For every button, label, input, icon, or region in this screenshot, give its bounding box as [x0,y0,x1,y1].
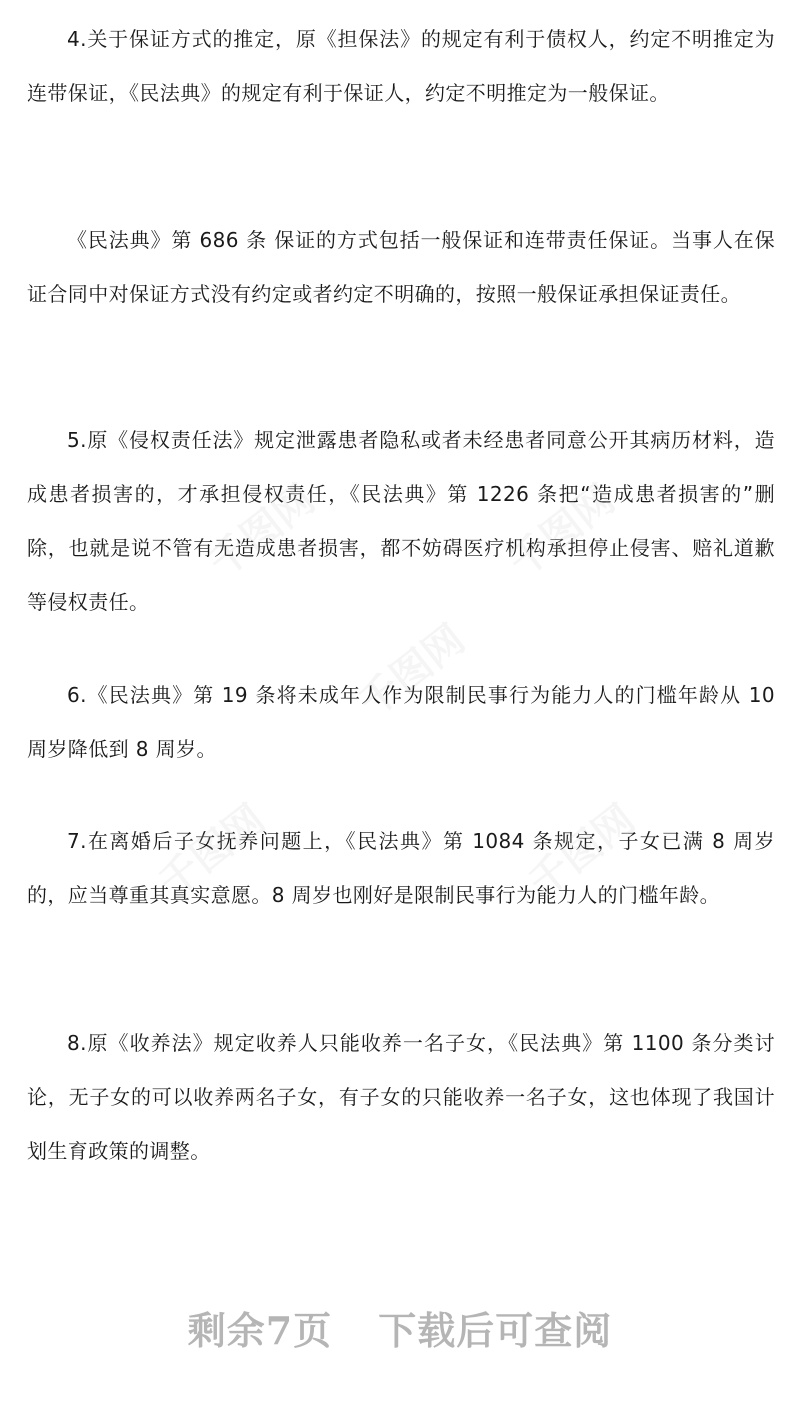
download-to-view-label: 下载后可查阅 [378,1308,613,1353]
watermark-logo: 千图网 [350,616,474,727]
remaining-pages-label: 剩余7页 [187,1308,333,1353]
paragraph-article-1084: 7.在离婚后子女抚养问题上，《民法典》第 1084 条规定，子女已满 8 周岁的，应当尊重其真实意愿。8 周岁也刚好是限制民事行为能力人的门槛年龄。 [27,829,775,907]
watermark-logo: 千图网 [520,796,644,907]
paragraph-article-686: 《民法典》第 686 条 保证的方式包括一般保证和连带责任保证。当事人在保证合同中对保证方式没有约定或者约定不明确的，按照一般保证承担保证责任。 [27,228,775,306]
download-prompt[interactable] [0,1300,800,1355]
watermark-logo: 千图网 [500,476,624,587]
paragraph-article-19: 6.《民法典》第 19 条将未成年人作为限制民事行为能力人的门槛年龄从 10 周岁降低到 8 周岁。 [27,683,775,761]
paragraph-guarantee-method: 4.关于保证方式的推定，原《担保法》的规定有利于债权人，约定不明推定为连带保证，《民法典》的规定有利于保证人，约定不明推定为一般保证。 [27,27,775,105]
paragraph-article-1100: 8.原《收养法》规定收养人只能收养一名子女，《民法典》第 1100 条分类讨论，无子女的可以收养两名子女，有子女的只能收养一名子女，这也体现了我国计划生育政策的调整。 [27,1031,775,1163]
paragraph-tort-liability: 5.原《侵权责任法》规定泄露患者隐私或者未经患者同意公开其病历材料，造成患者损害的，才承担侵权责任，《民法典》第 1226 条把“造成患者损害的”删除，也就是说不管有无造成患者损害，都不妨碍医疗机构承担停止侵害、赔礼道歉等侵权责任。 [27,428,775,614]
watermark-logo: 千图网 [150,796,274,907]
watermark-logo: 千图网 [200,476,324,587]
